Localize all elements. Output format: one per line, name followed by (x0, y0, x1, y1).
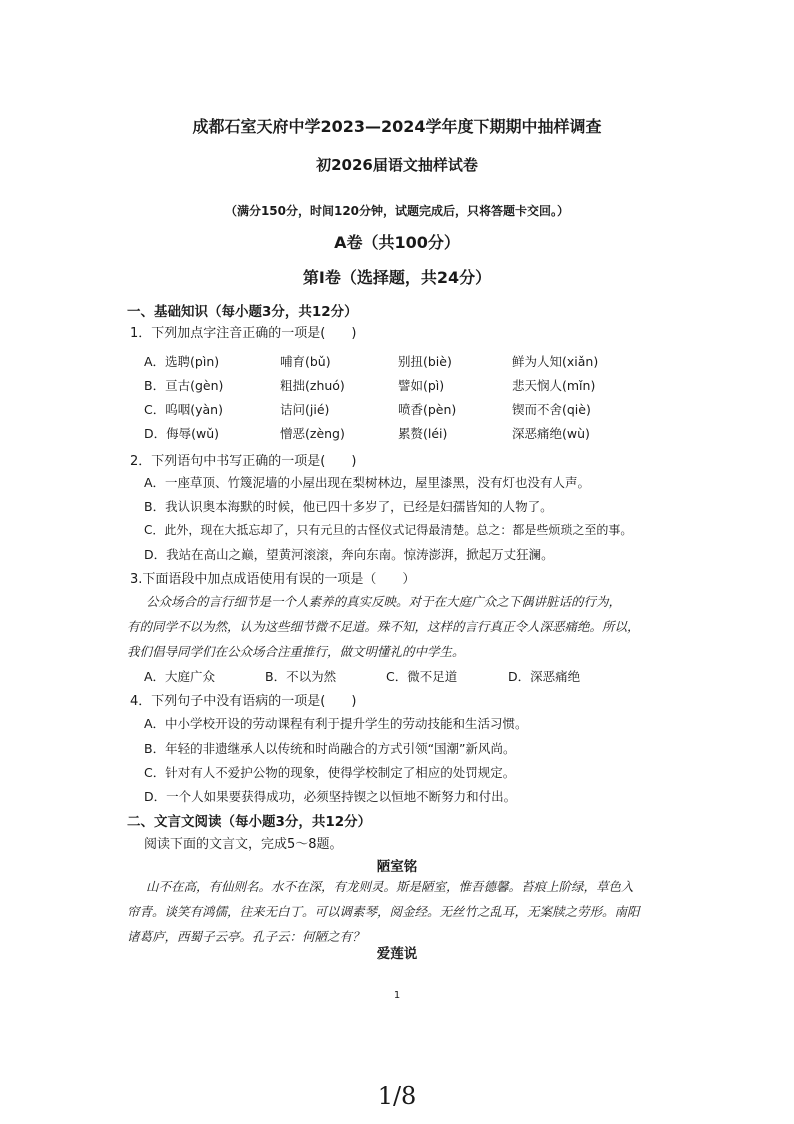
q1-row-a-3: 别扭(biè) (398, 354, 452, 369)
section2-heading: 二、文言文阅读（每小题3分，共12分） (127, 814, 372, 830)
volume-a-title: A卷（共100分） (334, 233, 460, 252)
q1-stem: 1．下列加点字注音正确的一项是( ) (130, 326, 357, 341)
q2-option-d: D．我站在高山之巅，望黄河滚滚，奔向东南。惊涛澎湃，掀起万丈狂澜。 (144, 547, 554, 562)
q1-row-b-1: B．亘古(gèn) (144, 378, 224, 393)
page-number: 1 (393, 990, 401, 1001)
q1-row-c-3: 喷香(pèn) (398, 402, 457, 417)
poem1-title: 陋室铭 (376, 859, 418, 875)
exam-note: （满分150分，时间120分钟，试题完成后，只将答题卡交回。） (224, 204, 570, 218)
q1-row-b-2: 粗拙(zhuó) (280, 378, 345, 393)
q1-row-c-1: C．呜咽(yàn) (144, 402, 223, 417)
q3-option-b: B．不以为然 (265, 669, 337, 684)
poem2-title: 爱莲说 (376, 946, 418, 962)
exam-title: 成都石室天府中学2023—2024学年度下期期中抽样调查 (192, 117, 602, 136)
section1-heading: 一、基础知识（每小题3分，共12分） (127, 304, 358, 320)
q1-row-c-2: 诘问(jié) (280, 402, 330, 417)
q1-row-d-2: 憎恶(zèng) (280, 426, 345, 441)
q1-row-d-1: D．侮辱(wǔ) (144, 426, 220, 441)
page-indicator: 1/8 (377, 1082, 417, 1110)
poem1-line-2: 帘青。谈笑有鸿儒，往来无白丁。可以调素琴，阅金经。无丝竹之乱耳，无案牍之劳形。南阳 (127, 904, 640, 919)
q2-stem: 2．下列语句中书写正确的一项是( ) (130, 454, 357, 469)
q4-option-c: C．针对有人不爱护公物的现象，使得学校制定了相应的处罚规定。 (144, 765, 516, 780)
q3-passage-line-1: 公众场合的言行细节是一个人素养的真实反映。对于在大庭广众之下偶讲脏话的行为， (146, 594, 622, 609)
q2-option-b: B．我认识奥本海默的时候，他已四十多岁了，已经是妇孺皆知的人物了。 (144, 499, 553, 514)
q2-option-c: C．此外，现在大抵忘却了，只有元旦的古怪仪式记得最清楚。总之：都是些烦琐之至的事。 (144, 523, 633, 537)
poem1-line-1: 山不在高，有仙则名。水不在深，有龙则灵。斯是陋室，惟吾德馨。苔痕上阶绿，草色入 (146, 879, 634, 894)
q1-row-b-4: 悲天悯人(mǐn) (512, 378, 596, 393)
q3-passage-line-3: 我们倡导同学们在公众场合注重推行，做文明懂礼的中学生。 (127, 644, 465, 659)
section2-instruction: 阅读下面的文言文，完成5～8题。 (144, 837, 343, 852)
q3-option-c: C．微不足道 (386, 669, 458, 684)
exam-subtitle: 初2026届语文抽样试卷 (316, 156, 478, 174)
q1-row-a-1: A．选聘(pìn) (144, 354, 220, 369)
q2-option-a: A．一座草顶、竹篾泥墙的小屋出现在梨树林边，屋里漆黑，没有灯也没有人声。 (144, 475, 591, 490)
poem1-line-3: 诸葛庐，西蜀子云亭。孔子云：何陋之有？ (127, 929, 365, 944)
q3-stem: 3.下面语段中加点成语使用有误的一项是（ ） (130, 572, 416, 587)
q1-row-c-4: 锲而不舍(qiè) (512, 402, 591, 417)
q1-row-b-3: 譬如(pì) (398, 378, 445, 393)
q3-option-d: D．深恶痛绝 (508, 669, 581, 684)
q4-option-b: B．年轻的非遗继承人以传统和时尚融合的方式引领“国潮”新风尚。 (144, 741, 516, 756)
q4-option-a: A．中小学校开设的劳动课程有利于提升学生的劳动技能和生活习惯。 (144, 716, 528, 731)
q4-stem: 4．下列句子中没有语病的一项是( ) (130, 694, 357, 709)
q1-row-d-4: 深恶痛绝(wù) (512, 426, 590, 441)
q3-option-a: A．大庭广众 (144, 669, 216, 684)
q1-row-a-2: 哺育(bǔ) (280, 354, 331, 369)
q1-row-a-4: 鲜为人知(xiǎn) (512, 354, 599, 369)
q3-passage-line-2: 有的同学不以为然，认为这些细节微不足道。殊不知，这样的言行真正令人深恶痛绝。所以， (127, 619, 640, 634)
part-one-title: 第Ⅰ卷（选择题，共24分） (302, 268, 492, 287)
q1-row-d-3: 累赘(léi) (398, 426, 448, 441)
q4-option-d: D．一个人如果要获得成功，必须坚持锲之以恒地不断努力和付出。 (144, 789, 517, 804)
